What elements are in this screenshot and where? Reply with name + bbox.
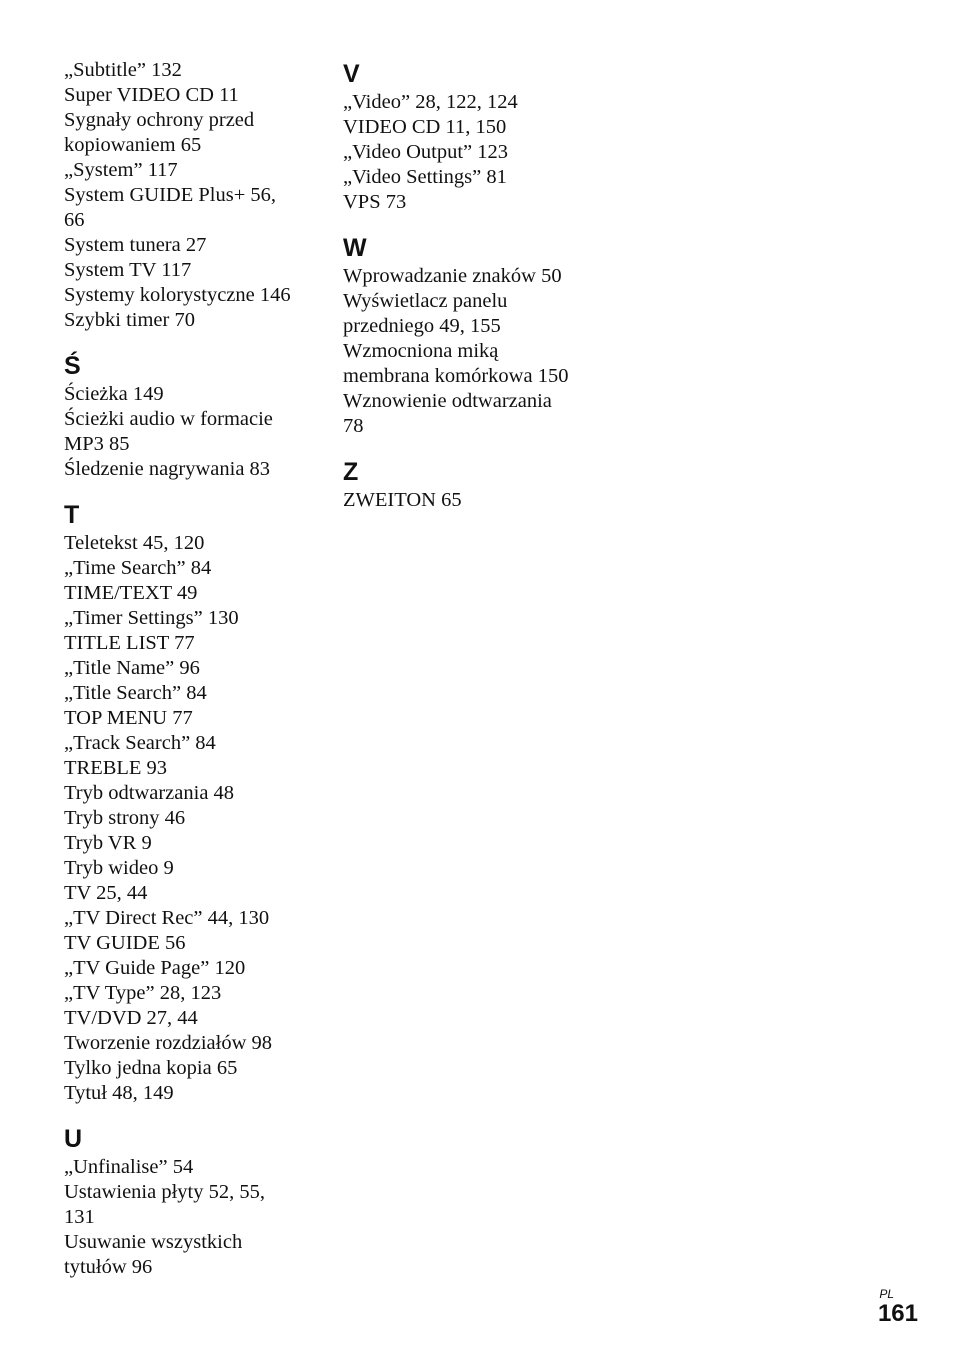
index-entry [64, 931, 326, 956]
index-entry-line: TITLE LIST 77 [64, 632, 195, 654]
index-entry [64, 906, 326, 931]
index-entry-line: Ścieżki audio w formacie [64, 408, 273, 430]
index-entry [64, 956, 326, 981]
index-entry-line: „Unfinalise” 54 [64, 1156, 194, 1178]
index-entry-line: „TV Guide Page” 120 [64, 957, 246, 979]
index-entry-line: Tytuł 48, 149 [64, 1082, 174, 1104]
index-entry [64, 158, 326, 183]
index-entry-line: membrana komórkowa 150 [343, 365, 569, 387]
index-entry [343, 165, 605, 190]
index-entry-line: Ścieżka 149 [64, 383, 164, 405]
index-entry [64, 681, 326, 706]
index-entry [64, 233, 326, 258]
index-entry [64, 731, 326, 756]
index-entry-line: tytułów 96 [64, 1256, 153, 1278]
index-entry [64, 58, 326, 83]
section-gap [64, 333, 326, 350]
section-letter: Ś [64, 352, 81, 380]
index-entry-line: Super VIDEO CD 11 [64, 84, 239, 106]
index-entry [343, 140, 605, 165]
index-entry-line: „TV Type” 28, 123 [64, 982, 222, 1004]
index-section [343, 232, 605, 439]
index-entry [64, 556, 326, 581]
index-entry-line: VPS 73 [343, 191, 407, 213]
index-entry-line: 131 [64, 1206, 95, 1228]
index-entry-line: Teletekst 45, 120 [64, 532, 205, 554]
index-entry [343, 389, 605, 439]
section-letter: U [64, 1125, 83, 1153]
index-column-right [343, 58, 605, 513]
index-entry-line: TREBLE 93 [64, 757, 168, 779]
index-entry [64, 183, 326, 233]
index-entry [64, 831, 326, 856]
index-entry [64, 283, 326, 308]
section-letter: T [64, 501, 80, 529]
section-gap [64, 482, 326, 499]
index-entry [343, 488, 605, 513]
index-entry-line: Szybki timer 70 [64, 309, 195, 331]
index-entry-line: MP3 85 [64, 433, 130, 455]
index-entry-line: „Title Name” 96 [64, 657, 200, 679]
index-entry-line: „Track Search” 84 [64, 732, 216, 754]
index-entry [64, 1180, 326, 1230]
index-entry-line: „Video” 28, 122, 124 [343, 91, 518, 113]
section-letter: Z [343, 458, 359, 486]
index-entry-line: „System” 117 [64, 159, 178, 181]
index-entry-line: Wyświetlacz panelu [343, 290, 508, 312]
index-entry-line: Tryb strony 46 [64, 807, 186, 829]
index-entry [343, 190, 605, 215]
index-entry-line: „Video Settings” 81 [343, 166, 507, 188]
index-entry-line: TV/DVD 27, 44 [64, 1007, 198, 1029]
index-entry-line: Tworzenie rozdziałów 98 [64, 1032, 273, 1054]
index-entry [64, 1230, 326, 1280]
index-entry [64, 1056, 326, 1081]
index-entry [64, 631, 326, 656]
index-column-left [64, 58, 326, 1280]
index-entry [64, 881, 326, 906]
index-entry [64, 407, 326, 457]
index-entry [64, 806, 326, 831]
index-entry [64, 1155, 326, 1180]
index-entry-line: TV GUIDE 56 [64, 932, 186, 954]
index-entry [64, 457, 326, 482]
index-section [64, 350, 326, 482]
index-entry-line: „Subtitle” 132 [64, 59, 182, 81]
index-entry-line: Tryb VR 9 [64, 832, 152, 854]
index-entry [343, 115, 605, 140]
index-entry-line: 78 [343, 415, 364, 437]
page-number: 161 [877, 1300, 918, 1327]
index-entry [64, 581, 326, 606]
index-entry [64, 108, 326, 158]
index-entry [64, 258, 326, 283]
index-entry-line: „Timer Settings” 130 [64, 607, 239, 629]
index-entry-line: TV 25, 44 [64, 882, 148, 904]
index-entry [64, 756, 326, 781]
index-entry-line: Tylko jedna kopia 65 [64, 1057, 238, 1079]
index-entry [343, 289, 605, 339]
index-entry-line: Systemy kolorystyczne 146 [64, 284, 291, 306]
index-entry [343, 264, 605, 289]
index-entry-line: Wzmocniona miką [343, 340, 499, 362]
index-entry-line: Tryb wideo 9 [64, 857, 174, 879]
language-code: PL [879, 1287, 894, 1301]
index-entry-line: Śledzenie nagrywania 83 [64, 458, 271, 480]
section-gap [343, 439, 605, 456]
index-entry-line: „Time Search” 84 [64, 557, 212, 579]
index-entry [64, 382, 326, 407]
index-entry-line: Wprowadzanie znaków 50 [343, 265, 562, 287]
index-entry-line: Sygnały ochrony przed [64, 109, 255, 131]
index-entry [64, 656, 326, 681]
index-entry [64, 83, 326, 108]
index-entry [64, 706, 326, 731]
index-entry-line: 66 [64, 209, 85, 231]
index-entry-line: System tunera 27 [64, 234, 207, 256]
index-entry [64, 981, 326, 1006]
section-gap [64, 1106, 326, 1123]
index-entry-line: Ustawienia płyty 52, 55, [64, 1181, 265, 1203]
index-section [64, 499, 326, 1106]
section-letter: W [343, 234, 367, 262]
index-entry-line: przedniego 49, 155 [343, 315, 501, 337]
index-entry [64, 308, 326, 333]
index-entry [343, 339, 605, 389]
index-entry-line: Usuwanie wszystkich [64, 1231, 243, 1253]
index-entry-line: System GUIDE Plus+ 56, [64, 184, 277, 206]
index-entry [64, 1081, 326, 1106]
index-entry-line: TIME/TEXT 49 [64, 582, 198, 604]
index-entry-line: Wznowienie odtwarzania [343, 390, 552, 412]
index-entry [64, 856, 326, 881]
index-entry [64, 606, 326, 631]
section-gap [343, 215, 605, 232]
index-entry-line: ZWEITON 65 [343, 489, 462, 511]
index-section [64, 1123, 326, 1280]
index-entry [64, 781, 326, 806]
index-entry-line: TOP MENU 77 [64, 707, 193, 729]
index-entry [64, 1006, 326, 1031]
index-section [343, 58, 605, 215]
index-entry [64, 1031, 326, 1056]
index-entry-line: Tryb odtwarzania 48 [64, 782, 235, 804]
index-entry-line: System TV 117 [64, 259, 192, 281]
index-entry [343, 90, 605, 115]
index-entry-line: „TV Direct Rec” 44, 130 [64, 907, 270, 929]
index-entry-line: VIDEO CD 11, 150 [343, 116, 507, 138]
index-entry [64, 531, 326, 556]
index-entry-line: „Title Search” 84 [64, 682, 207, 704]
index-section [343, 456, 605, 513]
index-section [64, 58, 326, 333]
index-entry-line: „Video Output” 123 [343, 141, 509, 163]
index-entry-line: kopiowaniem 65 [64, 134, 202, 156]
section-letter: V [343, 60, 360, 88]
